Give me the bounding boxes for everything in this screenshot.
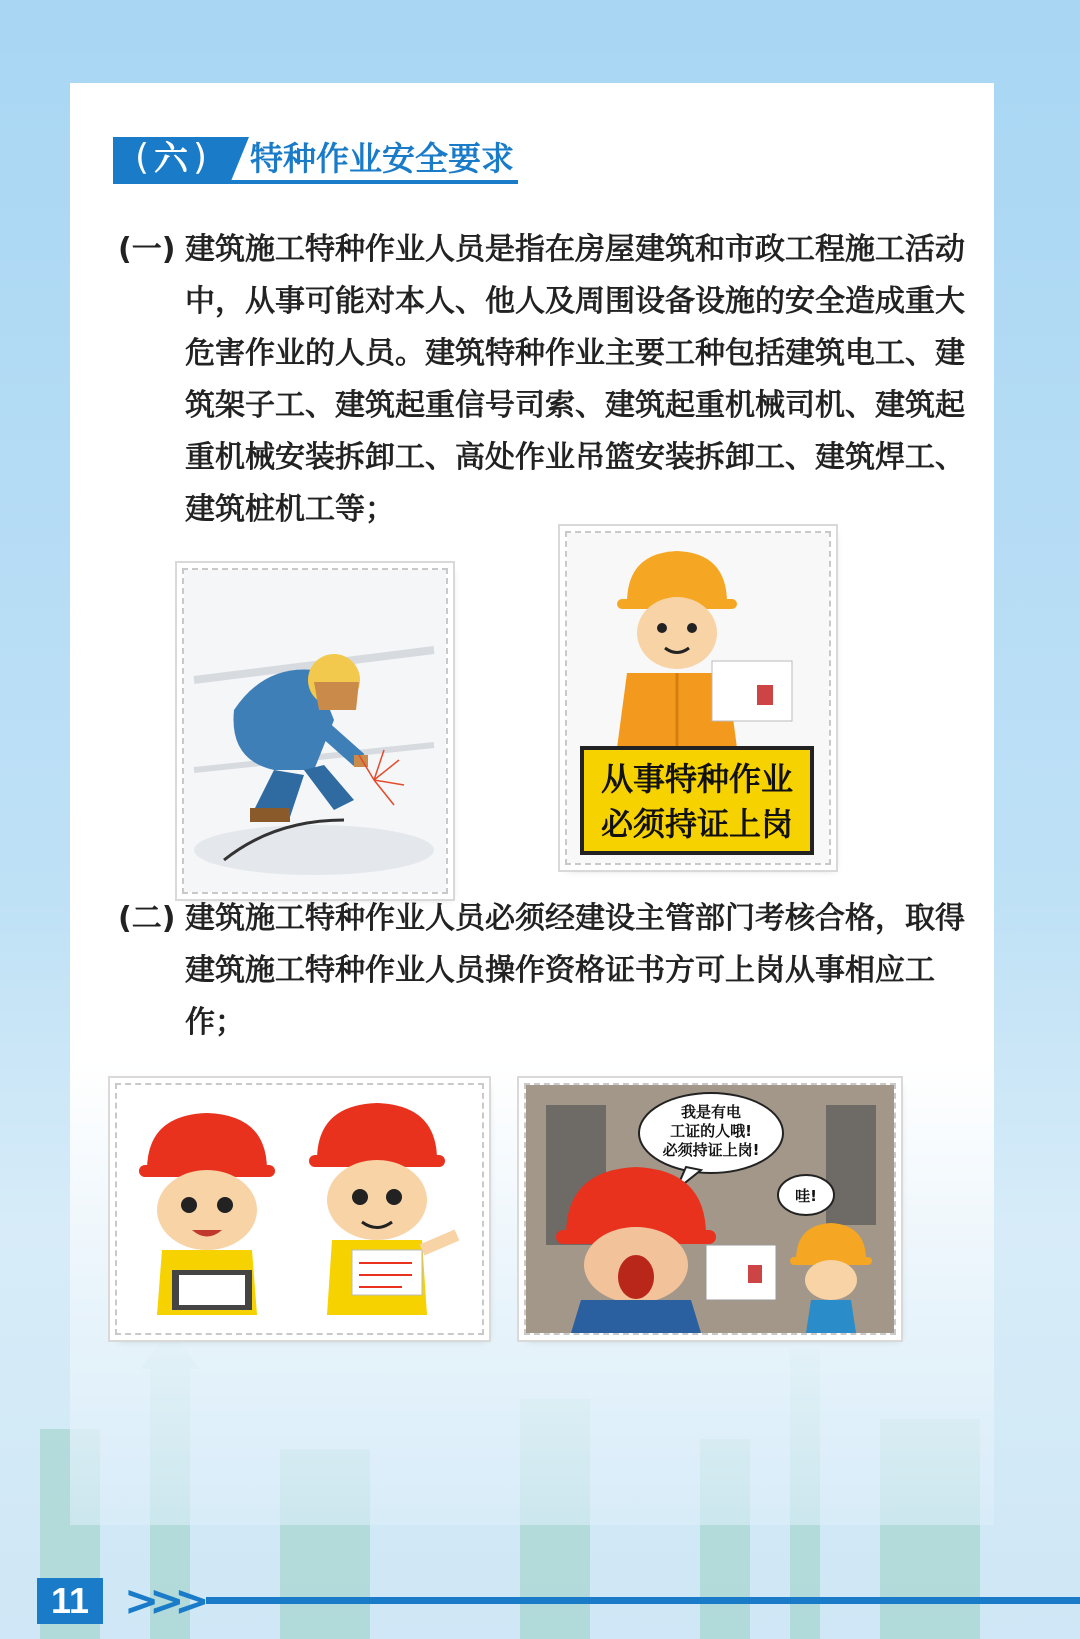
sign-line-1: 从事特种作业: [600, 760, 794, 798]
paragraph-1: [118, 224, 985, 536]
section-title: 特种作业安全要求: [250, 139, 514, 178]
paragraph-text: 建筑施工特种作业人员必须经建设主管部门考核合格，取得建筑施工特种作业人员操作资格证书方可上岗从事相应工作；: [185, 901, 965, 1040]
section-heading: [113, 137, 518, 183]
section-number: ( 六 ): [141, 137, 201, 181]
footer-rule: [206, 1597, 1080, 1604]
sign-line-2: 必须持证上岗: [600, 805, 794, 843]
speech-line-3: 必须持证上岗!: [662, 1141, 760, 1159]
paragraph-text: 建筑施工特种作业人员是指在房屋建筑和市政工程施工活动中，从事可能对本人、他人及周围设备设施的安全造成重大危害作业的人员。建筑特种作业主要工种包括建筑电工、建筑架子工、建筑起重信号司索、建筑起重机械司机、建筑起重机械安装拆卸工、高处作业吊篮安装拆卸工、建筑焊工、建筑桩机工等；: [185, 232, 965, 527]
content-panel: [70, 83, 994, 1525]
cartoon-workers-illustration: [115, 1083, 484, 1335]
exclaim-text: 哇!: [795, 1187, 817, 1205]
comic-certificate-illustration: [524, 1083, 896, 1335]
page-footer: [0, 1578, 1080, 1628]
section-underline: [113, 180, 518, 184]
speech-line-2: 工证的人哦!: [670, 1122, 752, 1140]
chevrons-icon: >>>: [124, 1576, 200, 1625]
paragraph-number: (二): [118, 901, 176, 936]
paragraph-number: (一): [118, 232, 176, 267]
page-number: 11: [37, 1578, 103, 1624]
speech-line-1: 我是有电: [680, 1103, 742, 1121]
certificate-sign-illustration: [565, 531, 831, 865]
welder-illustration: [182, 568, 448, 894]
section-badge: [113, 137, 231, 181]
paragraph-2: [118, 893, 985, 1049]
